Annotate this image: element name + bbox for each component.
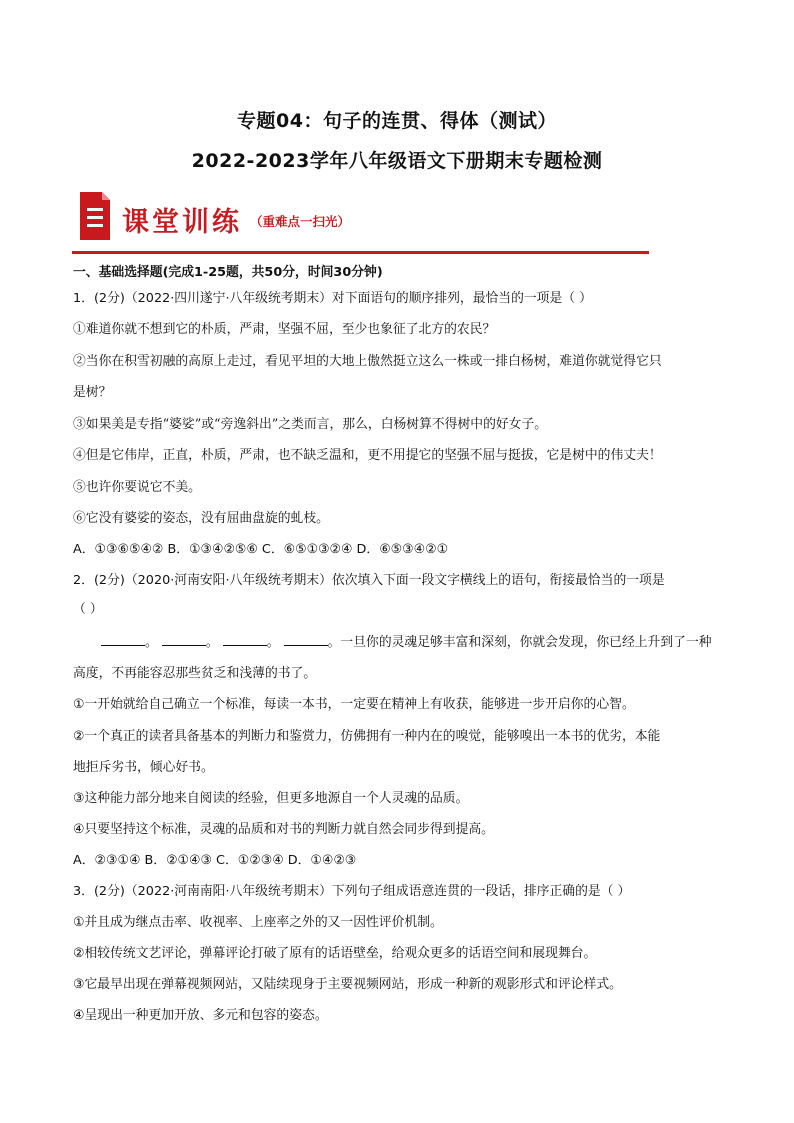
blank-punct: 。 bbox=[266, 635, 280, 650]
document-subtitle: 2022-2023学年八年级语文下册期末专题检测 bbox=[191, 150, 603, 172]
fill-blank bbox=[162, 634, 206, 646]
question-1-item: ③如果美是专指“婆娑”或“旁逸斜出”之类而言，那么，白杨树算不得树中的好女子。 bbox=[73, 417, 548, 432]
blank-punct: 。 bbox=[145, 635, 158, 650]
question-3-item: ①并且成为继点击率、收视率、上座率之外的又一因性评价机制。 bbox=[73, 915, 443, 930]
question-1-options: A．①③⑥⑤④② B．①③④②⑤⑥ C．⑥⑤①③②④ D．⑥⑤③④②① bbox=[73, 542, 449, 557]
fill-blank bbox=[223, 634, 267, 646]
section-banner bbox=[72, 190, 652, 258]
question-3-item: ②相较传统文艺评论，弹幕评论打破了原有的话语壁垒，给观众更多的话语空间和展现舞台。 bbox=[73, 946, 597, 961]
question-1-item: ②当你在积雪初融的高原上走过，看见平坦的大地上傲然挺立这么一株或一排白杨树，难道你就觉得它只 bbox=[73, 354, 662, 369]
passage-text: 一旦你的灵魂足够丰富和深刻，你就会发现，你已经上升到了一种 bbox=[340, 635, 712, 650]
question-2-item: ①一开始就给自己确立一个标准，每读一本书，一定要在精神上有收获，能够进一步开启你的心智。 bbox=[73, 697, 635, 712]
question-2-item: ④只要坚持这个标准，灵魂的品质和对书的判断力就自然会同步得到提高。 bbox=[73, 822, 494, 837]
question-2-stem-continued: （ ） bbox=[73, 602, 103, 617]
document-title: 专题04：句子的连贯、得体（测试） bbox=[237, 110, 557, 132]
blank-punct: 。 bbox=[205, 635, 219, 650]
question-2-item: 地拒斥劣书，倾心好书。 bbox=[73, 760, 214, 775]
banner-divider bbox=[72, 251, 649, 254]
question-3-item: ④呈现出一种更加开放、多元和包容的姿态。 bbox=[73, 1008, 328, 1023]
question-1-item: ⑥它没有婆娑的姿态，没有屈曲盘旋的虬枝。 bbox=[73, 511, 329, 526]
fill-blank bbox=[284, 634, 328, 646]
banner-subtitle: （重难点一扫光） bbox=[250, 214, 351, 229]
question-1-stem: 1．(2分)（2022·四川遂宁·八年级统考期末）对下面语句的顺序排列，最恰当的一项是（ ） bbox=[73, 291, 592, 306]
fill-blank bbox=[101, 634, 145, 646]
question-1-item: ⑤也许你要说它不美。 bbox=[73, 480, 201, 495]
blank-punct: 。 bbox=[327, 635, 341, 650]
banner-title: 课堂训练 bbox=[122, 207, 242, 238]
question-2-item: ②一个真正的读者具备基本的判断力和鉴赏力，仿佛拥有一种内在的嗅觉，能够嗅出一本书的优劣，本能 bbox=[73, 729, 661, 744]
question-2-item: ③这种能力部分地来自阅读的经验，但更多地源自一个人灵魂的品质。 bbox=[73, 791, 469, 806]
question-2-options: A．②③①④ B．②①④③ C．①②③④ D．①④②③ bbox=[73, 853, 357, 868]
question-2-stem: 2．(2分)（2020·河南安阳·八年级统考期末）依次填入下面一段文字横线上的语句，衔接最恰当的一项是 bbox=[73, 573, 665, 588]
question-2-passage-line2: 高度，不再能容忍那些贫乏和浅薄的书了。 bbox=[73, 666, 317, 681]
question-3-item: ③它最早出现在弹幕视频网站，又陆续现身于主要视频网站，形成一种新的观影形式和评论样式。 bbox=[73, 977, 622, 992]
document-icon bbox=[78, 190, 112, 242]
question-1-item: ①难道你就不想到它的朴质，严肃，坚强不屈，至少也象征了北方的农民？ bbox=[73, 322, 496, 337]
question-1-item: 是树？ bbox=[73, 385, 112, 400]
question-3-stem: 3．(2分)（2022·河南南阳·八年级统考期末）下列句子组成语意连贯的一段话，排序正确的是（ ） bbox=[73, 884, 631, 899]
question-2-passage bbox=[101, 634, 712, 651]
section-heading: 一、基础选择题(完成1-25题，共50分，时间30分钟) bbox=[73, 265, 383, 280]
question-1-item: ④但是它伟岸，正直，朴质，严肃，也不缺乏温和，更不用提它的坚强不屈与挺拔，它是树中的伟丈夫！ bbox=[73, 448, 662, 463]
